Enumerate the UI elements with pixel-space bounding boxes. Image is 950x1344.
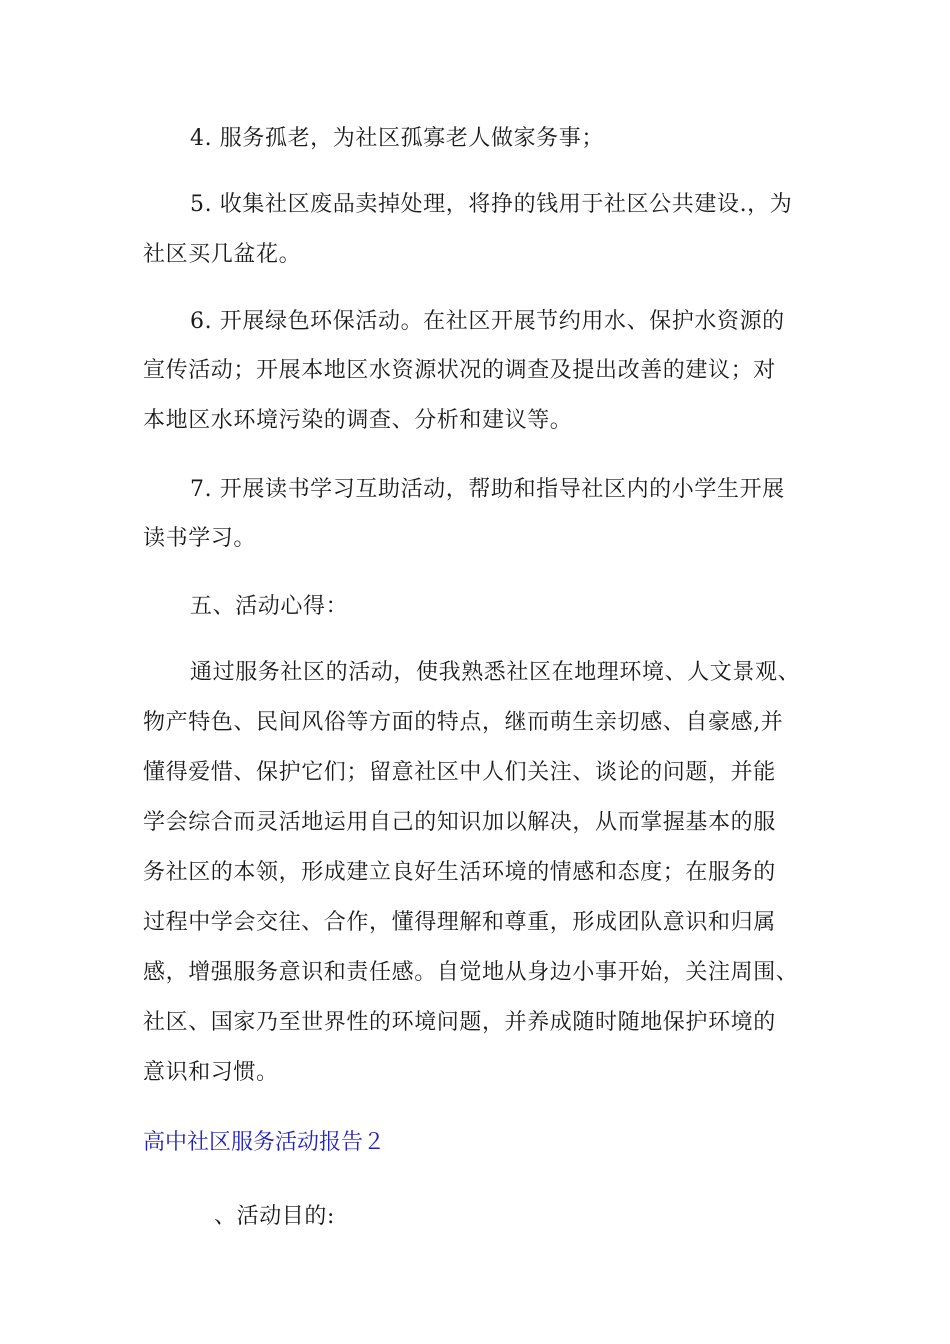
paragraph-line: 过程中学会交往、合作，懂得理解和尊重，形成团队意识和归属 bbox=[143, 910, 776, 935]
paragraph-line: 务社区的本领，形成建立良好生活环境的情感和态度；在服务的 bbox=[143, 860, 776, 885]
list-item-6-line-3: 本地区水环境污染的调查、分析和建议等。 bbox=[143, 408, 573, 433]
list-item-6-line-2: 宣传活动；开展本地区水资源状况的调查及提出改善的建议；对 bbox=[143, 358, 776, 383]
list-item-7-line-2: 读书学习。 bbox=[143, 526, 257, 551]
list-item-7-line-1: 7. 开展读书学习互助活动，帮助和指导社区内的小学生开展 bbox=[190, 477, 785, 502]
paragraph-line: 社区、国家乃至世界性的环境问题，并养成随时随地保护环境的 bbox=[143, 1010, 776, 1035]
paragraph-line: 感，增强服务意识和责任感。自觉地从身边小事开始，关注周围、 bbox=[143, 960, 799, 985]
paragraph-line: 通过服务社区的活动，使我熟悉社区在地理环境、人文景观、 bbox=[190, 660, 801, 685]
list-item-6-line-1: 6. 开展绿色环保活动。在社区开展节约用水、保护水资源的 bbox=[190, 309, 785, 334]
activity-purpose-title: 、活动目的: bbox=[214, 1204, 336, 1229]
list-item-5-line-1: 5. 收集社区废品卖掉处理，将挣的钱用于社区公共建设.，为 bbox=[190, 192, 793, 217]
paragraph-line: 学会综合而灵活地运用自己的知识加以解决，从而掌握基本的服 bbox=[143, 810, 776, 835]
list-item-5-line-2: 社区买几盆花。 bbox=[143, 242, 302, 267]
paragraph-line: 意识和习惯。 bbox=[143, 1060, 279, 1085]
paragraph-line: 懂得爱惜、保护它们；留意社区中人们关注、谈论的问题，并能 bbox=[143, 760, 776, 785]
section-5-title: 五、活动心得： bbox=[190, 594, 349, 619]
paragraph-line: 物产特色、民间风俗等方面的特点，继而萌生亲切感、自豪感,并 bbox=[143, 710, 784, 735]
list-item-4: 4. 服务孤老，为社区孤寡老人做家务事； bbox=[190, 126, 604, 151]
report-2-heading: 高中社区服务活动报告２ bbox=[143, 1130, 386, 1155]
